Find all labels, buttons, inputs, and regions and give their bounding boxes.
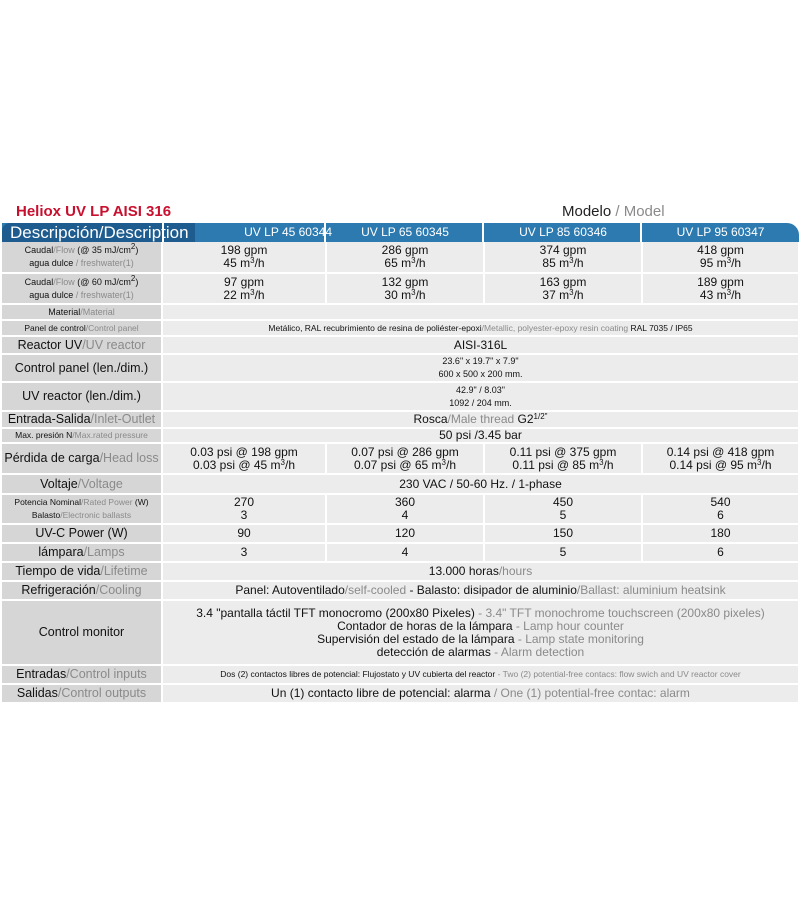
row-label-cooling: Refrigeración/Cooling (2, 581, 162, 600)
table-row (2, 562, 799, 581)
row-label-material: Material/Material (2, 304, 162, 320)
table-row (2, 524, 799, 543)
cell: 50 psi /3.45 bar (162, 428, 799, 443)
cell: 0.11 psi @ 375 gpm 0.11 psi @ 85 $m^3/h$ (484, 443, 642, 474)
spec-sheet (2, 203, 799, 704)
cell: 5 (484, 543, 642, 562)
row-label-uv-reactor: Reactor UV/UV reactor (2, 336, 162, 354)
model-heading: Modelo / Model (562, 203, 665, 220)
cell: 0.03 psi @ 198 gpm 0.03 psi @ 45 $m^3/h$ (162, 443, 326, 474)
cell: 0.07 psi @ 286 gpm 0.07 psi @ 65 $m^3/h$ (326, 443, 484, 474)
table-row (2, 382, 799, 411)
row-label-control-inputs: Entradas/Control inputs (2, 665, 162, 684)
table-row (2, 494, 799, 524)
table-row (2, 411, 799, 428)
cell: 163 gpm 37 $m^3/h$ (484, 273, 642, 304)
cell: 13.000 horas/hours (162, 562, 799, 581)
table-header (2, 223, 799, 242)
table-row (2, 443, 799, 474)
cell: 150 (484, 524, 642, 543)
cell: 270 3 (162, 494, 326, 524)
row-label-control-outputs: Salidas/Control outputs (2, 684, 162, 703)
row-label-flow-60: Caudal/Flow (@ 60 $mJ/cm^2$) agua dulce / freshwater(1) (2, 273, 162, 304)
table-row (2, 354, 799, 382)
row-label-flow-35: Caudal/Flow (@ 35 $mJ/cm^2$) agua dulce / freshwater(1) (2, 242, 162, 273)
cell: 180 (642, 524, 799, 543)
row-label-head-loss: Pérdida de carga/Head loss (2, 443, 162, 474)
cell: 120 (326, 524, 484, 543)
description-header: Descripción/Description (2, 223, 195, 242)
cell: 90 (162, 524, 326, 543)
table-row (2, 428, 799, 443)
table-row (2, 474, 799, 494)
row-label-inlet-outlet: Entrada-Salida/Inlet-Outlet (2, 411, 162, 428)
row-label-lifetime: Tiempo de vida/Lifetime (2, 562, 162, 581)
cell: 42.9" / 8.03" 1092 / 204 mm. (162, 382, 799, 411)
cell: Metálico, RAL recubrimiento de resina de poliéster-epoxi/Metallic, polyester-epoxy resin coating RAL 7035 / IP65 (162, 320, 799, 336)
model-col-1: UV LP 45 60344 (162, 223, 332, 242)
cell: 97 gpm 22 $m^3/h$ (162, 273, 326, 304)
row-label-control-monitor: Control monitor (2, 600, 162, 665)
row-label-power-ballasts: Potencia Nominal/Rated Power (W) Balasto/Electronic ballasts (2, 494, 162, 524)
table-row (2, 304, 799, 320)
table-row (2, 543, 799, 562)
cell: 189 gpm 43 $m^3/h$ (642, 273, 799, 304)
row-label-uv-reactor-dim: UV reactor (len./dim.) (2, 382, 162, 411)
table-row (2, 684, 799, 703)
cell (162, 304, 799, 320)
row-label-uvc-power: UV-C Power (W) (2, 524, 162, 543)
cell: 230 VAC / 50-60 Hz. / 1-phase (162, 474, 799, 494)
cell: 3 (162, 543, 326, 562)
cell: Dos (2) contactos libres de potencial: Flujostato y UV cubierta del reactor - Two (2) potential-free contacs: flow swich and UV reactor cover (162, 665, 799, 684)
cell: Panel: Autoventilado/self-cooled - Balasto: disipador de aluminio/Ballast: aluminium heatsink (162, 581, 799, 600)
cell: 198 gpm 45 $m^3/h$ (162, 242, 326, 273)
row-label-lamps: lámpara/Lamps (2, 543, 162, 562)
cell: 23.6" x 19.7" x 7.9" 600 x 500 x 200 mm. (162, 354, 799, 382)
spec-table (2, 242, 800, 704)
table-row (2, 665, 799, 684)
cell: 360 4 (326, 494, 484, 524)
table-row (2, 336, 799, 354)
cell: 4 (326, 543, 484, 562)
cell: AISI-316L (162, 336, 799, 354)
cell: Un (1) contacto libre de potencial: alarma / One (1) potential-free contac: alarm (162, 684, 799, 703)
cell: 418 gpm 95 $m^3/h$ (642, 242, 799, 273)
table-row (2, 320, 799, 336)
table-row (2, 242, 799, 273)
model-col-3: UV LP 85 60346 (482, 223, 642, 242)
cell: 0.14 psi @ 418 gpm 0.14 psi @ 95 $m^3/h$ (642, 443, 799, 474)
cell: 286 gpm 65 $m^3/h$ (326, 242, 484, 273)
cell: 6 (642, 543, 799, 562)
table-row (2, 581, 799, 600)
cell: 374 gpm 85 $m^3/h$ (484, 242, 642, 273)
row-label-control-panel-dim: Control panel (len./dim.) (2, 354, 162, 382)
row-label-pressure: Max. presión N/Max.rated pressure (2, 428, 162, 443)
table-row (2, 273, 799, 304)
cell: Rosca/Male thread $G2^{1/2"}$ (162, 411, 799, 428)
model-col-4: UV LP 95 60347 (640, 223, 799, 242)
row-label-voltage: Voltaje/Voltage (2, 474, 162, 494)
cell: 132 gpm 30 $m^3/h$ (326, 273, 484, 304)
cell: 450 5 (484, 494, 642, 524)
table-row (2, 600, 799, 665)
model-col-2: UV LP 65 60345 (324, 223, 484, 242)
product-brand-title: Heliox UV LP AISI 316 (16, 203, 172, 220)
cell: 3.4 "pantalla táctil TFT monocromo (200x80 Pixeles) - 3.4" TFT monochrome touchscreen (200x80 pixeles) Contador de horas de la lámpara - Lamp hour counter Supervisión del estado de la lámpara - Lamp state monitoring detección de alarmas - Alarm detection (162, 600, 799, 665)
cell: 540 6 (642, 494, 799, 524)
row-label-control-panel: Panel de control/Control panel (2, 320, 162, 336)
